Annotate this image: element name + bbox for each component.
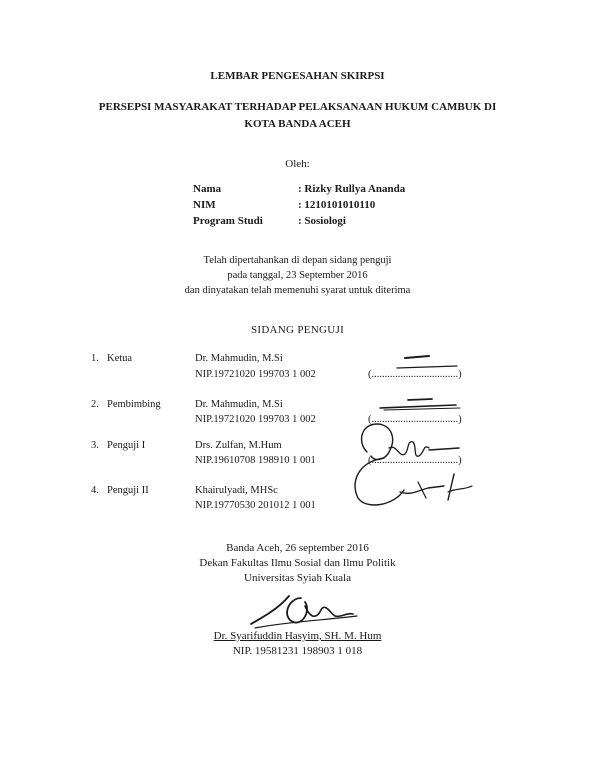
student-nim-label: NIM	[193, 199, 216, 211]
examiner-2-signature-line: (.................................)	[368, 414, 462, 425]
examiner-1-name: Dr. Mahmudin, M.Si	[195, 353, 283, 364]
examiner-3-signature-line: (.................................)	[368, 455, 462, 466]
examiner-4-number: 4.	[91, 485, 99, 496]
student-name-label: Nama	[193, 183, 222, 195]
examiner-1-signature-line: (.................................)	[368, 369, 462, 380]
examiner-3-number: 3.	[91, 440, 99, 451]
thesis-title-line-1: PERSEPSI MASYARAKAT TERHADAP PELAKSANAAN HUKUM CAMBUK DI	[98, 101, 497, 113]
examiner-1-signature	[395, 352, 465, 372]
examiner-2-number: 2.	[91, 399, 99, 410]
examiner-3-name: Drs. Zulfan, M.Hum	[195, 440, 282, 451]
examiner-4-signature	[348, 454, 488, 514]
panel-heading: SIDANG PENGUJI	[250, 324, 345, 336]
examiner-1-role: Ketua	[107, 353, 133, 364]
examiner-2-signature	[380, 396, 470, 416]
document-title: LEMBAR PENGESAHAN SKIRPSI	[210, 70, 385, 82]
defense-text-line-1: Telah dipertahankan di depan sidang penguji	[203, 255, 392, 266]
examiner-3-role: Penguji I	[107, 440, 146, 451]
examiner-4-name: Khairulyadi, MHSc	[195, 485, 278, 496]
university-name: Universitas Syiah Kuala	[244, 572, 351, 584]
place-and-date: Banda Aceh, 26 september 2016	[226, 542, 369, 554]
by-label: Oleh:	[285, 158, 310, 170]
defense-text-line-3: dan dinyatakan telah memenuhi syarat untuk diterima	[184, 285, 411, 296]
examiner-2-nip: NIP.19721020 199703 1 002	[195, 414, 316, 425]
examiner-1-nip: NIP.19721020 199703 1 002	[195, 369, 316, 380]
examiner-2-name: Dr. Mahmudin, M.Si	[195, 399, 283, 410]
student-program-label: Program Studi	[193, 215, 263, 227]
examiner-3-nip: NIP.19610708 198910 1 001	[195, 455, 316, 466]
student-nim-value: : 1210101010110	[298, 199, 376, 211]
student-program-value: : Sosiologi	[298, 215, 346, 227]
dean-name: Dr. Syarifuddin Hasyim, SH. M. Hum	[213, 630, 382, 642]
student-name-value: : Rizky Rullya Ananda	[298, 183, 406, 195]
examiner-1-number: 1.	[91, 353, 99, 364]
dean-position: Dekan Fakultas Ilmu Sosial dan Ilmu Politik	[199, 557, 396, 569]
examiner-4-nip: NIP.19770530 201012 1 001	[195, 500, 316, 511]
dean-nip: NIP. 19581231 198903 1 018	[232, 645, 363, 657]
thesis-title-line-2: KOTA BANDA ACEH	[244, 118, 351, 130]
defense-text-line-2: pada tanggal, 23 September 2016	[227, 270, 368, 281]
examiner-2-role: Pembimbing	[107, 399, 161, 410]
examiner-4-role: Penguji II	[107, 485, 149, 496]
dean-signature	[245, 586, 365, 636]
